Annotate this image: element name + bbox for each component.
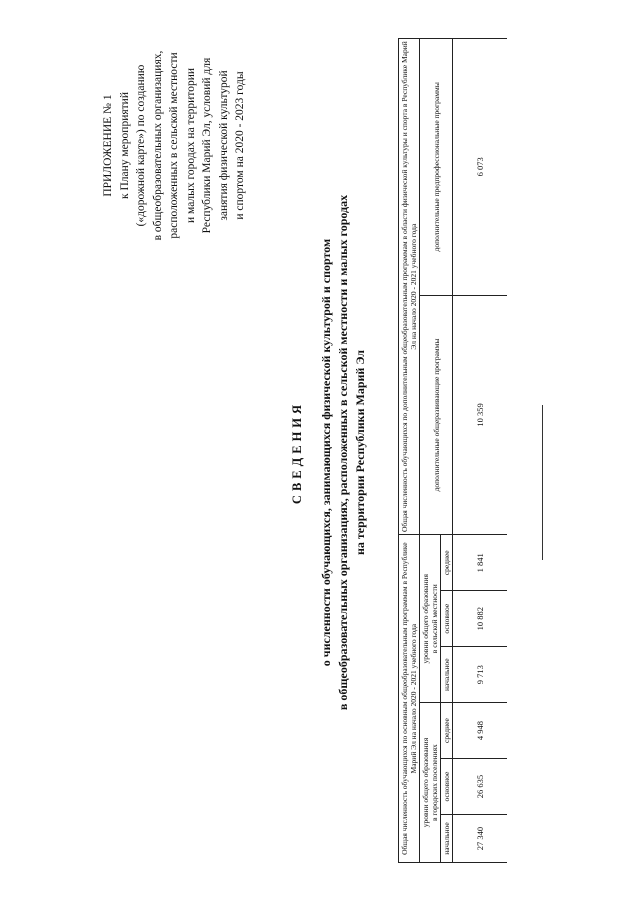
header-rural-levels-line: уровни общего образования: [421, 574, 430, 664]
header-general-development-programs: дополнительные общеразвивающие программы: [420, 295, 453, 535]
values-row: [453, 39, 508, 863]
document-subtitle: [318, 100, 369, 805]
header-row-groups: [420, 39, 441, 863]
header-urban-levels-line: уровни общего образования: [421, 737, 430, 828]
value-rural-secondary: 1 841: [453, 535, 508, 591]
value-rural-basic: 10 882: [453, 591, 508, 647]
value-urban-basic: 26 635: [453, 759, 508, 815]
header-row-main: [399, 39, 420, 863]
header-rural-levels: [420, 535, 441, 703]
appendix-line: в общеобразовательных организациях,: [151, 50, 164, 241]
appendix-line: к Плану мероприятий: [118, 92, 131, 199]
appendix-block: [100, 18, 249, 273]
header-urban-levels-line: в городских поселениях: [430, 744, 439, 821]
appendix-line: и малых городах на территории: [184, 67, 197, 224]
header-general-programs: Общая численность обучающихся по основным общеобразовательным программам в Республике Марий Эл на начало 2020 - 2021 учебного года: [399, 535, 420, 863]
statistics-table: [398, 38, 507, 863]
header-preprofessional-programs: дополнительные предпрофессиональные программы: [420, 39, 453, 296]
header-additional-programs: Общая численность обучающихся по дополнительным общеобразовательным программам в области физической культуры и спорта в Республике Марий Эл на начало 2020 - 2021 учебного года: [399, 39, 420, 535]
header-rural-secondary: среднее: [441, 535, 453, 591]
header-rural-primary: начальное: [441, 647, 453, 703]
value-rural-primary: 9 713: [453, 647, 508, 703]
subtitle-line: на территории Республики Марий Эл: [353, 349, 367, 556]
header-urban-primary: начальное: [441, 815, 453, 863]
appendix-line: и спортом на 2020 - 2023 годы: [234, 71, 246, 220]
value-general-programs: 10 359: [453, 295, 508, 535]
value-preprofessional-programs: 6 073: [453, 39, 508, 296]
appendix-line: ПРИЛОЖЕНИЕ № 1: [102, 94, 114, 197]
document-title: СВЕДЕНИЯ: [290, 400, 304, 505]
appendix-line: («дорожной карте») по созданию: [135, 64, 147, 227]
header-rural-basic: основное: [441, 591, 453, 647]
appendix-line: занятия физической культурой: [217, 70, 230, 221]
header-urban-basic: основное: [441, 759, 453, 815]
subtitle-line: в общеобразовательных организациях, расположенных в сельской местности и малых городах: [336, 194, 350, 711]
value-urban-secondary: 4 948: [453, 703, 508, 759]
value-urban-primary: 27 340: [453, 815, 508, 863]
appendix-line: расположенных в сельской местности: [168, 52, 180, 239]
appendix-line: Республики Марий Эл, условий для: [201, 57, 213, 234]
header-rural-levels-line: в сельской местности: [430, 584, 439, 654]
footer-divider-line: [542, 405, 543, 560]
header-urban-secondary: среднее: [441, 703, 453, 759]
header-urban-levels: [420, 703, 441, 863]
subtitle-line: о численности обучающихся, занимающихся физической культурой и спортом: [319, 238, 333, 667]
